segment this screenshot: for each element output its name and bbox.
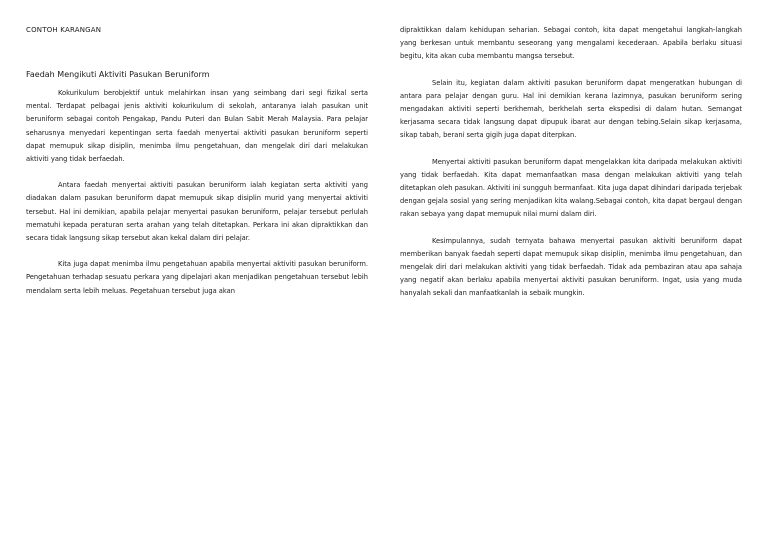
paragraph: Kita juga dapat menimba ilmu pengetahuan apabila menyertai aktiviti pasukan beruniform. Pengetahuan terhadap sesuatu perkara yang dipelajari akan menjadikan pengetahuan tersebut lebih mendalam serta lebih meluas. Pegetahuan tersebut juga akan (26, 260, 368, 295)
right-column (400, 24, 742, 314)
paragraph: Selain itu, kegiatan dalam aktiviti pasukan beruniform dapat mengeratkan hubungan di antara para pelajar dengan guru. Hal ini demikian kerana lazimnya, pasukan beruniform sering mengadakan aktiviti seperti berkhemah, berkhelah serta ekspedisi di dalam hutan. Semangat kerjasama secara tidak langsung dapat dipupuk ibarat aur dengan tebing.Selain sikap kerjasama, sikap tabah, berani serta gigih juga dapat diterpkan. (400, 78, 742, 140)
left-column (26, 24, 368, 311)
paragraph: Kokurikulum berobjektif untuk melahirkan insan yang seimbang dari segi fizikal serta mental. Terdapat pelbagai jenis aktiviti kokurikulum di sekolah, antaranya ialah pasukan unit beruniform sebagai contoh Pengakap, Pandu Puteri dan Bulan Sabit Merah Malaysia. Para pelajar seharusnya menyedari kepentingan serta faedah menyertai aktiviti pasukan beruniform seperti dapat memupuk sikap disiplin, menimba ilmu pengetahuan, dan mengelak diri dari melakukan aktiviti yang tidak berfaedah. (26, 89, 368, 164)
paragraph: Antara faedah menyertai aktiviti pasukan beruniform ialah kegiatan serta aktiviti yang diadakan dalam pasukan beruniform dapat memupuk sikap disiplin murid yang menyertai aktiviti tersebut. Hal ini demikian, apabila pelajar menyertai pasukan beruniform, pelajar tersebut perlulah mematuhi kepada peraturan serta arahan yang telah ditetapkan. Perkara ini akan dipraktikkan dan secara tidak langsung sikap tersebut akan kekal dalam diri pelajar. (26, 181, 368, 243)
paragraph: Kesimpulannya, sudah ternyata bahawa menyertai pasukan aktiviti beruniform dapat memberikan banyak faedah seperti dapat memupuk sikap disiplin, menimba ilmu pengetahuan, dan mengelak diri dari melakukan aktiviti yang tidak berfaedah. Tidak ada pembaziran atau apa sahaja yang negatif akan berlaku apabila menyertai aktiviti pasukan beruniform. Ingat, usia yang muda hanyalah sekali dan manfaatkanlah ia sebaik mungkin. (400, 236, 742, 298)
paragraph: Menyertai aktiviti pasukan beruniform dapat mengelakkan kita daripada melakukan aktiviti yang tidak berfaedah. Kita dapat memanfaatkan masa dengan melakukan aktiviti yang telah ditetapkan oleh pasukan. Aktiviti ini sungguh bermanfaat. Kita juga dapat dihindari daripada terjebak dengan gejala sosial yang sering menjadikan kita walang.Sebagai contoh, kita dapat bergaul dengan rakan sebaya yang dapat memupuk nilai murni dalam diri. (400, 157, 742, 219)
document-label: CONTOH KARANGAN (26, 26, 102, 34)
essay-title: Faedah Mengikuti Aktiviti Pasukan Beruniform (26, 70, 210, 79)
paragraph-continuation: dipraktikkan dalam kehidupan seharian. Sebagai contoh, kita dapat mengetahui langkah-langkah yang berkesan untuk membantu seseorang yang mengalami kecederaan. Apabila berlaku situasi begitu, kita akan cuba membantu mangsa tersebut. (400, 26, 742, 61)
